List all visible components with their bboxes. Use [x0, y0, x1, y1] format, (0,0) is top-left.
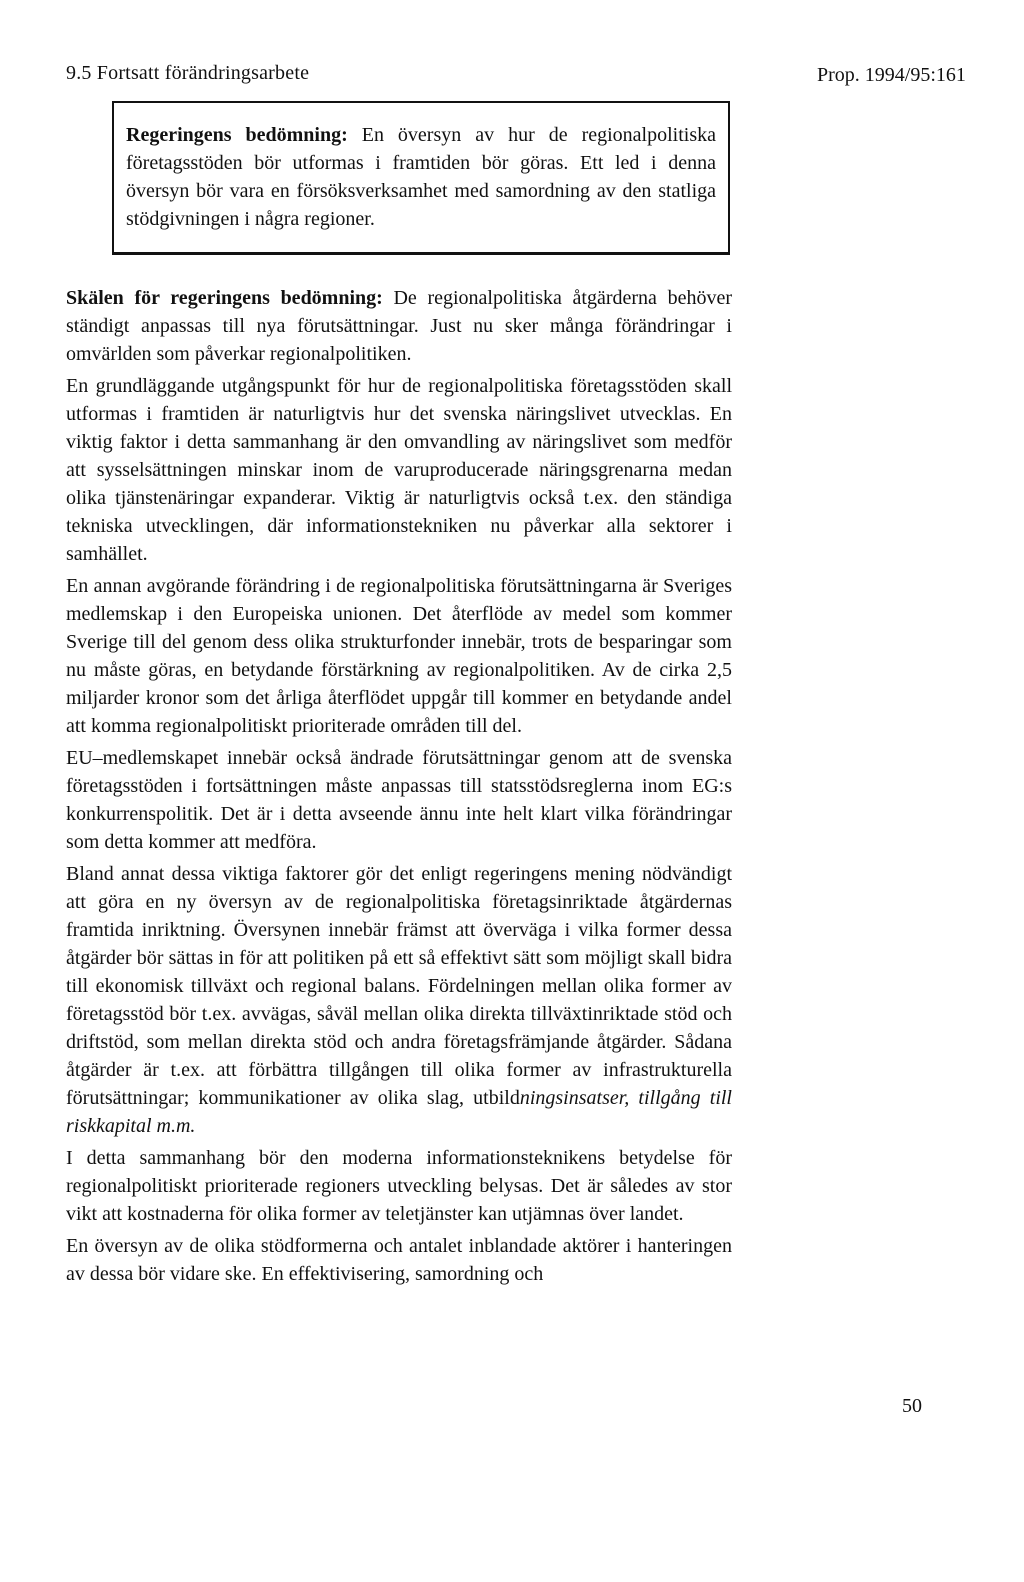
summary-box: [112, 101, 730, 255]
paragraph: I detta sammanhang bör den moderna informationsteknikens betydelse för regionalpolitiskt prioriterade regioners utveckling belysas. Det är således av stor vikt att kostnaderna för olika former av teletjänster kan utjämnas över landet.: [66, 1147, 732, 1225]
section-heading: 9.5 Fortsatt förändringsarbete: [66, 62, 310, 84]
paragraph: En grundläggande utgångspunkt för hur de regionalpolitiska företagsstöden skall utformas i framtiden är naturligtvis hur det svenska näringslivet utvecklas. En viktig faktor i detta sammanhang är den omvandling av näringslivet som medför att sysselsättningen minskar inom de varuproducerade näringsgrenarna medan olika tjänstenäringar expanderar. Viktig är naturligtvis också t.ex. den ständiga tekniska utvecklingen, där informationstekniken nu påverkar alla sektorer i samhället.: [66, 375, 732, 565]
summary-text: En översyn av hur de regionalpolitiska företagsstöden bör utformas i framtiden bör göras. Ett led i denna översyn bör vara en försöksverksamhet med samordning av den statliga stödgivningen i några regioner.: [126, 124, 716, 230]
paragraph-text: De regionalpolitiska åtgärderna behöver ständigt anpassas till nya förutsättningar. Just nu sker många förändringar i omvärlden som påverkar regionalpolitiken.: [66, 287, 732, 365]
page-number: 50: [902, 1395, 922, 1417]
paragraph: [66, 284, 732, 368]
proposition-reference: Prop. 1994/95:161: [817, 64, 966, 86]
paragraph: En annan avgörande förändring i de regionalpolitiska förutsättningarna är Sveriges medlemskap i den Europeiska unionen. Det återflöde av medel som kommer Sverige till del genom dess olika strukturfonder innebär, trots de besparingar som nu måste göras, en betydande förstärkning av regionalpolitiken. Av de cirka 2,5 miljarder kronor som det årliga återflödet uppgår till kommer en betydande andel att komma regionalpolitiskt prioriterade områden till del.: [66, 575, 732, 737]
paragraph: EU–medlemskapet innebär också ändrade förutsättningar genom att de svenska företagsstöden i fortsättningen måste anpassas till statsstödsreglerna inom EG:s konkurrenspolitik. Det är i detta avseende ännu inte helt klart vilka förändringar som detta kommer att medföra.: [66, 747, 732, 853]
paragraph: En översyn av de olika stödformerna och antalet inblandade aktörer i hanteringen av dessa bör vidare ske. En effektivisering, samordning och: [66, 1235, 732, 1285]
reasons-label: Skälen för regeringens bedömning:: [66, 287, 383, 309]
paragraph-italic-text: ningsinsatser, tillgång till riskkapital m.m.: [66, 1087, 732, 1137]
summary-label: Regeringens bedömning:: [126, 124, 348, 146]
paragraph-text: Bland annat dessa viktiga faktorer gör det enligt regeringens mening nödvändigt att göra en ny översyn av de regionalpolitiska företagsinriktade åtgärdernas framtida inriktning. Översynen innebär främst att överväga i vilka former dessa åtgärder bör sättas in för att politiken på ett så effektivt sätt som möjligt skall bidra till ekonomisk tillväxt och regional balans. Fördelningen mellan olika former av företagsstöd bör t.ex. avvägas, såväl mellan olika direkta tillväxtinriktade stöd och driftstöd, som mellan direkta stöd och andra företagsfrämjande åtgärder. Sådana åtgärder är t.ex. att förbättra tillgången till olika former av infrastrukturella förutsättningar; kommunikationer av olika slag, utbild: [66, 863, 732, 1109]
body-text: [66, 284, 732, 1292]
paragraph: [66, 860, 732, 1140]
